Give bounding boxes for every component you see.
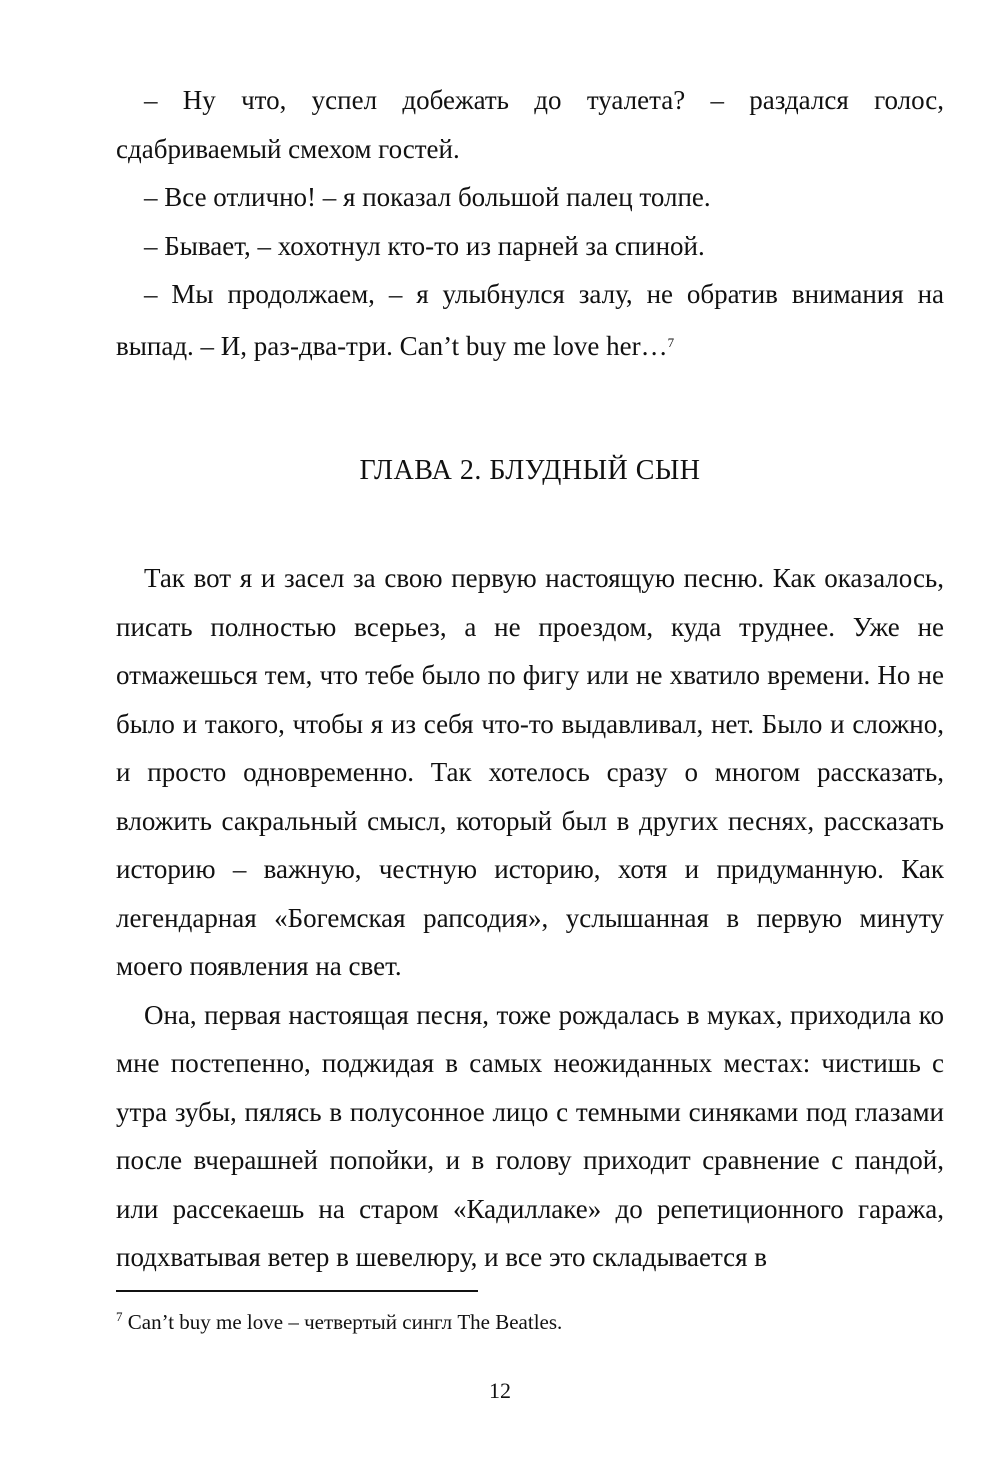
footnote-reference: 7: [667, 334, 675, 350]
footnote-divider: [116, 1290, 478, 1292]
dialogue-line-text: – Мы продолжаем, – я улыбнулся залу, не обратив внимания на выпад. – И, раз-два-три. Can’t buy me love her…: [116, 279, 944, 361]
chapter-heading: ГЛАВА 2. БЛУДНЫЙ СЫН: [359, 455, 701, 486]
dialogue-line: – Бывает, – хохотнул кто-то из парней за спиной.: [144, 230, 705, 261]
body-paragraph: Так вот я и засел за свою первую настоящую песню. Как оказалось, писать полностью всерьез, а не проездом, куда труднее. Уже не отмажешься тем, что тебе было по фигу или не хватило времени. Но не было и такого, чтобы я из себя что-то выдавливал, нет. Было и сложно, и просто одновременно. Так хотелось сразу о многом рассказать, вложить сакральный смысл, который был в других песнях, рассказать историю – важную, честную историю, хотя и придуманную. Как легендарная «Богемская рапсодия», услышанная в первую минуту моего появления на свет.: [116, 563, 944, 981]
footnote: [116, 1302, 562, 1337]
dialogue-line: – Ну что, успел добежать до туалета? – раздался голос, сдабриваемый смехом гостей.: [116, 85, 944, 164]
footnote-text: Can’t buy me love – четвертый сингл The Beatles.: [127, 1310, 563, 1334]
dialogue-line: – Все отлично! – я показал большой палец толпе.: [144, 182, 711, 212]
footnote-number: 7: [116, 1309, 123, 1324]
chapter-body: [116, 554, 944, 1282]
dialogue-block: [116, 76, 944, 370]
page-number: 12: [489, 1378, 511, 1403]
dialogue-line-with-footnote: [116, 270, 944, 370]
body-paragraph: Она, первая настоящая песня, тоже рождалась в муках, приходила ко мне постепенно, поджидая в самых неожиданных местах: чистишь с утра зубы, пялясь в полусонное лицо с темными синяками под глазами после вчерашней попойки, и в голову приходит сравнение с пандой, или рассекаешь на старом «Кадиллаке» до репетиционного гаража, подхватывая ветер в шевелюру, и все это складывается в: [116, 999, 944, 1272]
